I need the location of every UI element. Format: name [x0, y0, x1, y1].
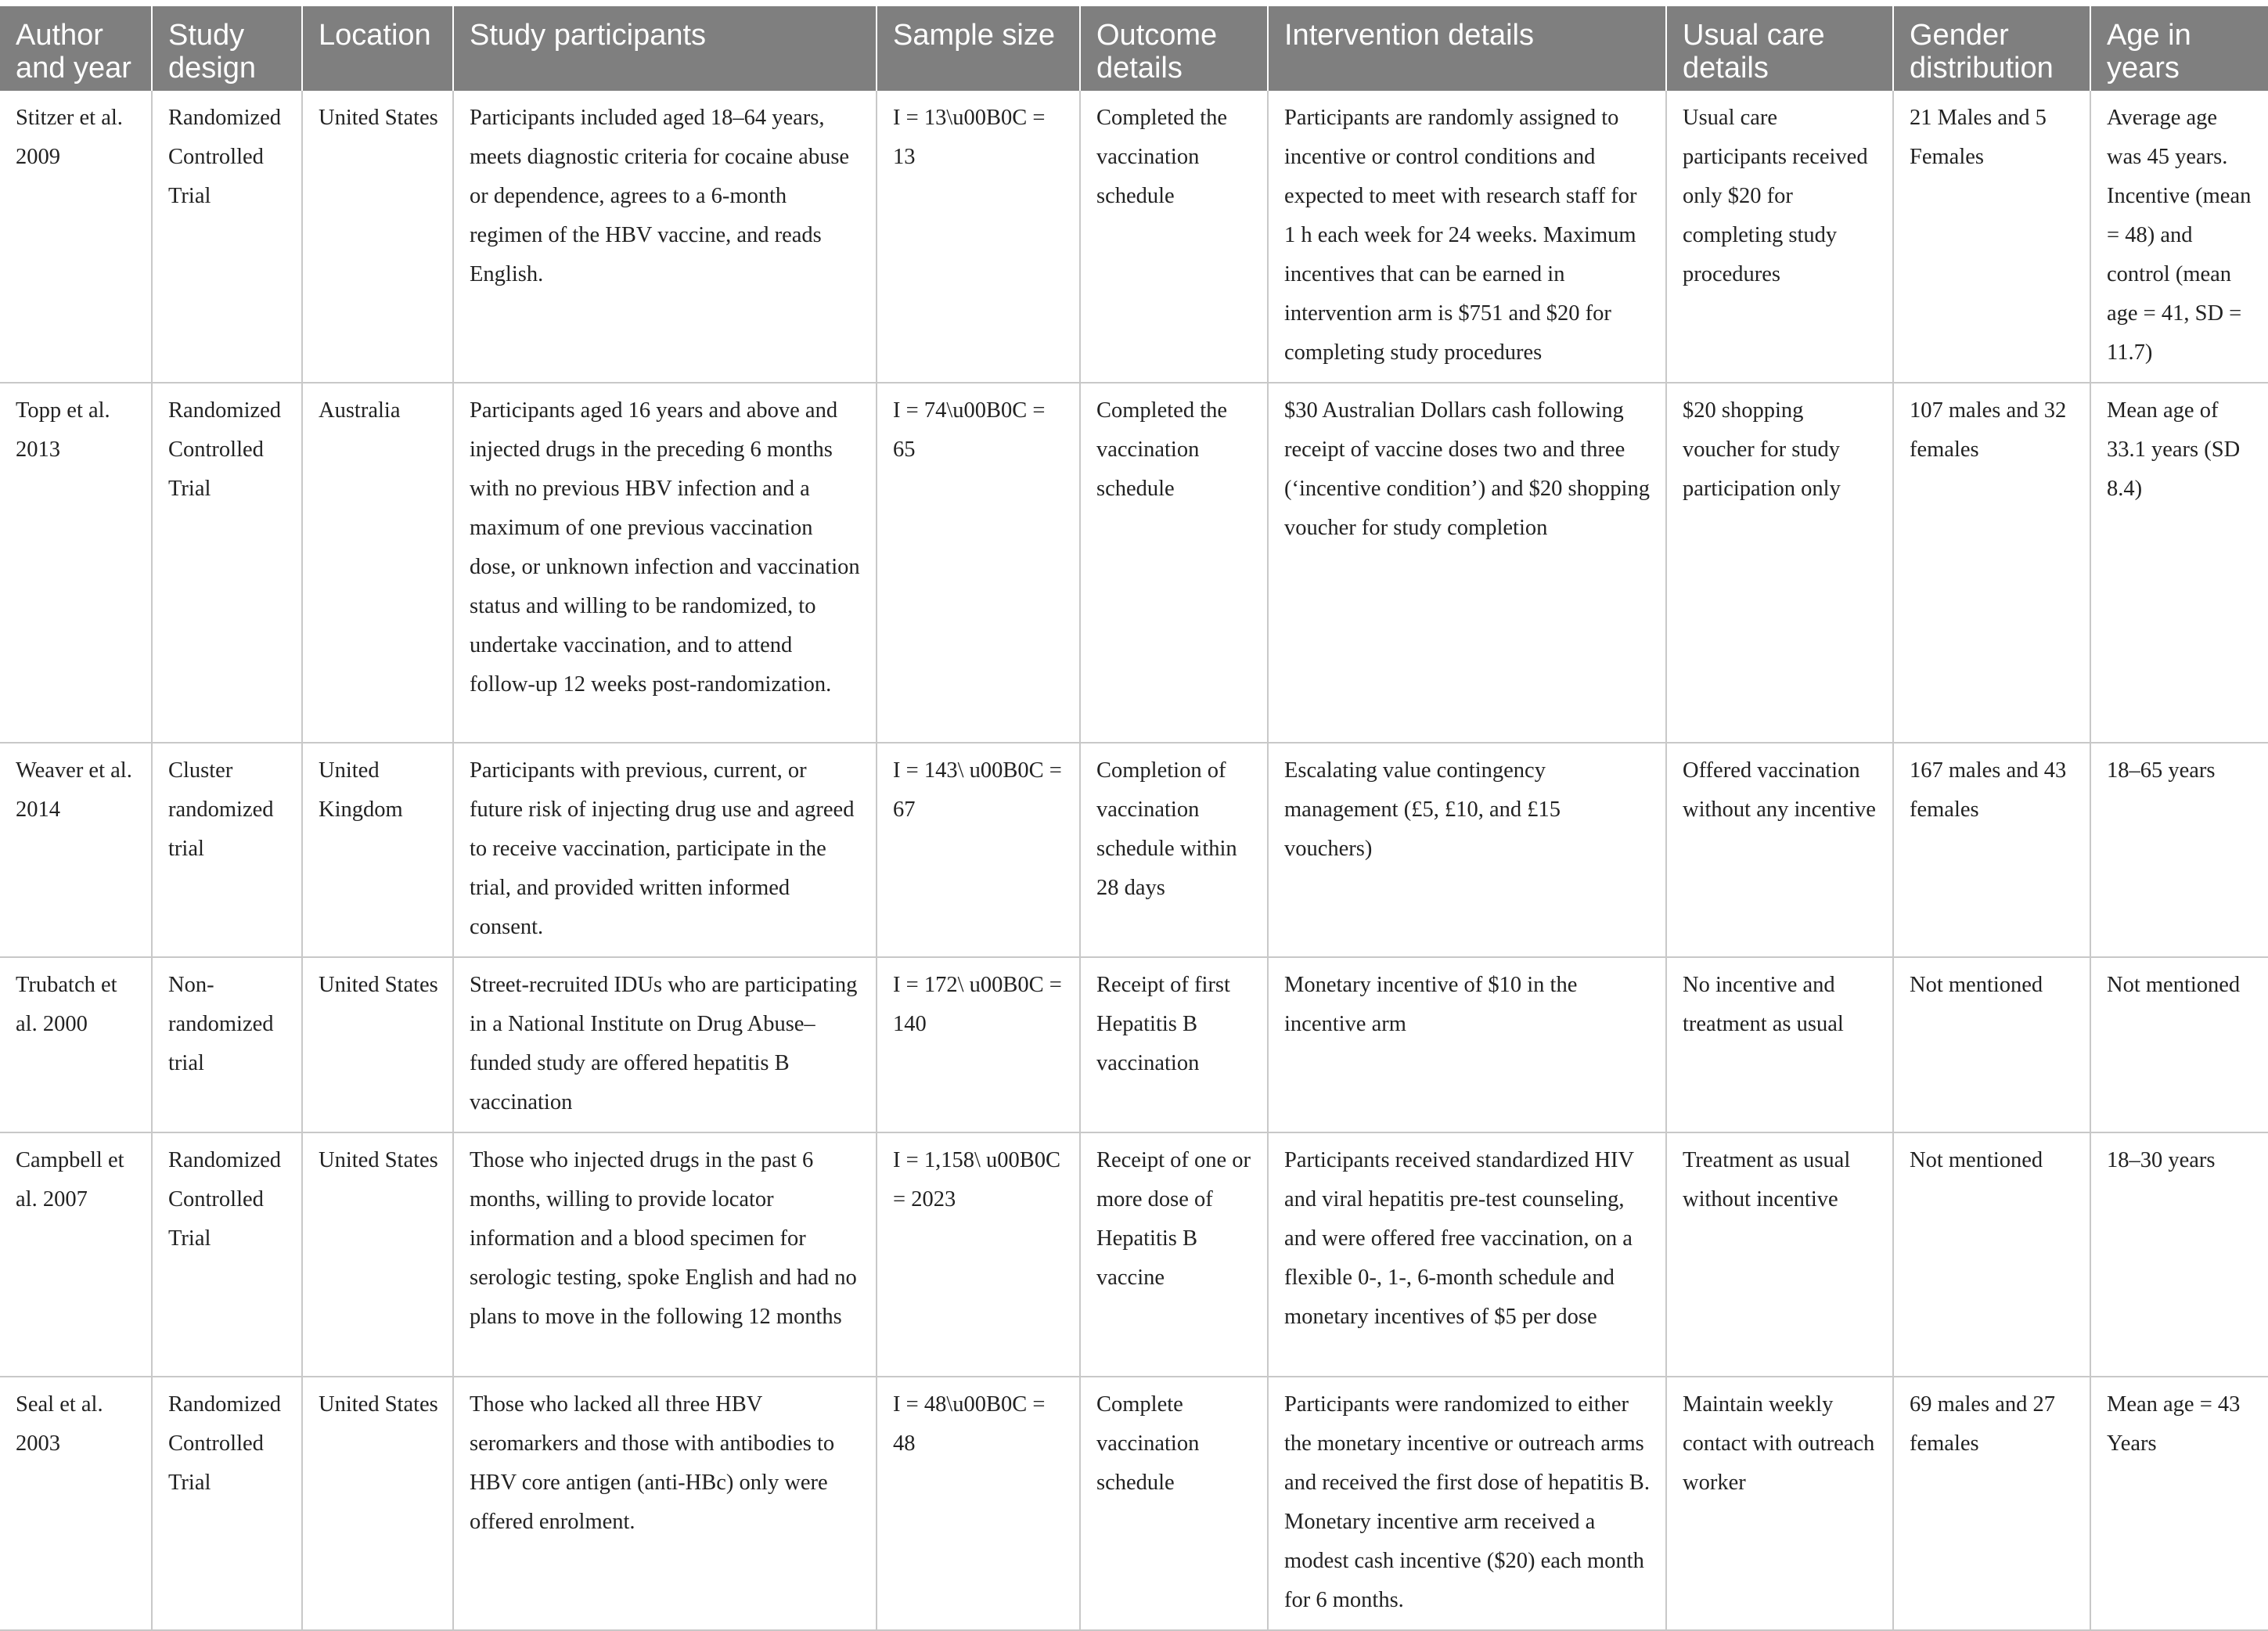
table-header: [0, 6, 2268, 91]
cell-sample-size: I = 1,158\ u00B0C = 2023: [877, 1132, 1080, 1377]
cell-intervention-details: Escalating value contingency management (£5, £10, and £15 vouchers): [1268, 743, 1666, 957]
cell-outcome-details: Completed the vaccination schedule: [1080, 91, 1268, 383]
cell-sample-size: I = 143\ u00B0C = 67: [877, 743, 1080, 957]
cell-intervention-details: Participants were randomized to either the monetary incentive or outreach arms and received the first dose of hepatitis B. Monetary incentive arm received a modest cash incentive ($20) each month for 6 months.: [1268, 1377, 1666, 1630]
cell-age: 18–30 years: [2090, 1132, 2268, 1377]
table-row: [0, 1132, 2268, 1377]
header-author-year: Author and year: [0, 6, 152, 91]
header-row: [0, 6, 2268, 91]
cell-location: United States: [302, 1132, 453, 1377]
cell-location: United States: [302, 957, 453, 1132]
cell-age: Mean age = 43 Years: [2090, 1377, 2268, 1630]
cell-author-year: Seal et al. 2003: [0, 1377, 152, 1630]
cell-outcome-details: Receipt of one or more dose of Hepatitis B vaccine: [1080, 1132, 1268, 1377]
cell-usual-care-details: Usual care participants received only $20 for completing study procedures: [1666, 91, 1893, 383]
cell-author-year: Campbell et al. 2007: [0, 1132, 152, 1377]
cell-study-design: Cluster randomized trial: [152, 743, 302, 957]
cell-study-participants: Those who injected drugs in the past 6 months, willing to provide locator information and a blood specimen for serologic testing, spoke English and had no plans to move in the following 12 months: [453, 1132, 877, 1377]
cell-study-design: Non-randomized trial: [152, 957, 302, 1132]
cell-usual-care-details: No incentive and treatment as usual: [1666, 957, 1893, 1132]
cell-author-year: Trubatch et al. 2000: [0, 957, 152, 1132]
table-row: [0, 743, 2268, 957]
header-usual-care-details: Usual care details: [1666, 6, 1893, 91]
header-location: Location: [302, 6, 453, 91]
cell-study-design: Randomized Controlled Trial: [152, 1377, 302, 1630]
cell-gender-distribution: Not mentioned: [1893, 957, 2090, 1132]
cell-study-participants: Those who lacked all three HBV seromarkers and those with antibodies to HBV core antigen (anti-HBc) only were offered enrolment.: [453, 1377, 877, 1630]
header-gender-distribution: Gender distribution: [1893, 6, 2090, 91]
cell-age: Mean age of 33.1 years (SD 8.4): [2090, 383, 2268, 743]
cell-sample-size: I = 172\ u00B0C = 140: [877, 957, 1080, 1132]
cell-location: United States: [302, 91, 453, 383]
cell-age: 18–65 years: [2090, 743, 2268, 957]
cell-intervention-details: $30 Australian Dollars cash following receipt of vaccine doses two and three (‘incentive condition’) and $20 shopping voucher for study completion: [1268, 383, 1666, 743]
cell-sample-size: I = 48\u00B0C = 48: [877, 1377, 1080, 1630]
cell-study-participants: Participants with previous, current, or future risk of injecting drug use and agreed to receive vaccination, participate in the trial, and provided written informed consent.: [453, 743, 877, 957]
header-sample-size: Sample size: [877, 6, 1080, 91]
cell-gender-distribution: Not mentioned: [1893, 1132, 2090, 1377]
cell-author-year: Stitzer et al. 2009: [0, 91, 152, 383]
cell-gender-distribution: 107 males and 32 females: [1893, 383, 2090, 743]
cell-usual-care-details: Offered vaccination without any incentive: [1666, 743, 1893, 957]
header-age: Age in years: [2090, 6, 2268, 91]
cell-location: United States: [302, 1377, 453, 1630]
header-outcome-details: Outcome details: [1080, 6, 1268, 91]
cell-intervention-details: Monetary incentive of $10 in the incentive arm: [1268, 957, 1666, 1132]
cell-outcome-details: Completion of vaccination schedule within 28 days: [1080, 743, 1268, 957]
header-study-participants: Study participants: [453, 6, 877, 91]
cell-outcome-details: Completed the vaccination schedule: [1080, 383, 1268, 743]
cell-outcome-details: Receipt of first Hepatitis B vaccination: [1080, 957, 1268, 1132]
cell-study-design: Randomized Controlled Trial: [152, 1132, 302, 1377]
cell-author-year: Topp et al. 2013: [0, 383, 152, 743]
cell-study-participants: Street-recruited IDUs who are participating in a National Institute on Drug Abuse–funded study are offered hepatitis B vaccination: [453, 957, 877, 1132]
cell-sample-size: I = 74\u00B0C = 65: [877, 383, 1080, 743]
cell-usual-care-details: Maintain weekly contact with outreach worker: [1666, 1377, 1893, 1630]
cell-location: United Kingdom: [302, 743, 453, 957]
cell-usual-care-details: $20 shopping voucher for study participation only: [1666, 383, 1893, 743]
cell-author-year: Weaver et al. 2014: [0, 743, 152, 957]
cell-location: Australia: [302, 383, 453, 743]
cell-outcome-details: Complete vaccination schedule: [1080, 1377, 1268, 1630]
cell-gender-distribution: 167 males and 43 females: [1893, 743, 2090, 957]
cell-intervention-details: Participants are randomly assigned to incentive or control conditions and expected to meet with research staff for 1 h each week for 24 weeks. Maximum incentives that can be earned in intervention arm is $751 and $20 for completing study procedures: [1268, 91, 1666, 383]
cell-usual-care-details: Treatment as usual without incentive: [1666, 1132, 1893, 1377]
table-body: [0, 91, 2268, 1630]
table-row: [0, 91, 2268, 383]
cell-age: Average age was 45 years. Incentive (mean = 48) and control (mean age = 41, SD = 11.7): [2090, 91, 2268, 383]
studies-table: [0, 6, 2268, 1631]
studies-table-container: [0, 6, 2268, 1631]
table-row: [0, 1377, 2268, 1630]
cell-gender-distribution: 21 Males and 5 Females: [1893, 91, 2090, 383]
cell-study-design: Randomized Controlled Trial: [152, 383, 302, 743]
cell-study-participants: Participants aged 16 years and above and injected drugs in the preceding 6 months with no previous HBV infection and a maximum of one previous vaccination dose, or unknown infection and vaccination status and willing to be randomized, to undertake vaccination, and to attend follow-up 12 weeks post-randomization.: [453, 383, 877, 743]
cell-age: Not mentioned: [2090, 957, 2268, 1132]
cell-sample-size: I = 13\u00B0C = 13: [877, 91, 1080, 383]
header-study-design: Study design: [152, 6, 302, 91]
cell-gender-distribution: 69 males and 27 females: [1893, 1377, 2090, 1630]
table-row: [0, 957, 2268, 1132]
cell-intervention-details: Participants received standardized HIV and viral hepatitis pre-test counseling, and were offered free vaccination, on a flexible 0-, 1-, 6-month schedule and monetary incentives of $5 per dose: [1268, 1132, 1666, 1377]
header-intervention-details: Intervention details: [1268, 6, 1666, 91]
cell-study-participants: Participants included aged 18–64 years, meets diagnostic criteria for cocaine abuse or dependence, agrees to a 6-month regimen of the HBV vaccine, and reads English.: [453, 91, 877, 383]
cell-study-design: Randomized Controlled Trial: [152, 91, 302, 383]
table-row: [0, 383, 2268, 743]
